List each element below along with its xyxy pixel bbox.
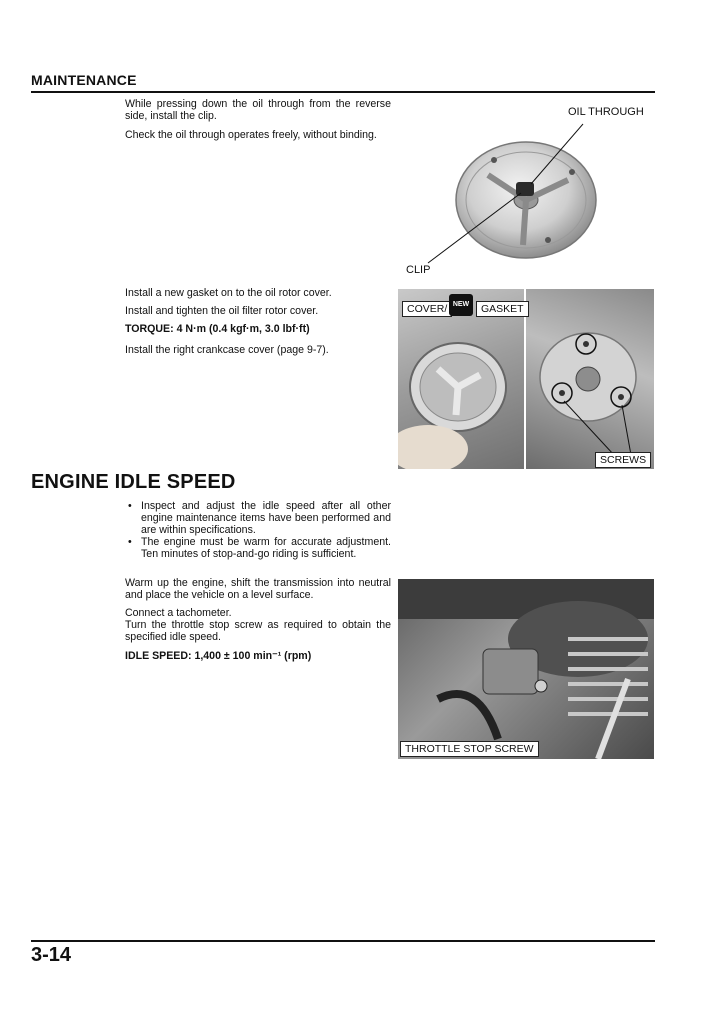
- idle-note-1: • Inspect and adjust the idle speed after all other engine maintenance items have been performed and are within specifications.: [125, 500, 391, 536]
- section-header: MAINTENANCE: [31, 72, 137, 88]
- throttle-stop-screw-label: THROTTLE STOP SCREW: [400, 741, 539, 757]
- header-rule: [31, 91, 655, 93]
- paragraph-install-clip: While pressing down the oil through from the reverse side, install the clip.: [125, 98, 391, 122]
- paragraph-install-crankcase-cover: Install the right crankcase cover (page 9-7).: [125, 344, 329, 356]
- screws-drawing: [526, 289, 654, 469]
- screws-photo: [526, 289, 654, 469]
- new-part-badge: NEW: [449, 294, 473, 316]
- idle-speed-spec: IDLE SPEED: 1,400 ± 100 min⁻¹ (rpm): [125, 650, 312, 662]
- oil-through-figure: [398, 100, 660, 280]
- carburetor-drawing: [398, 579, 654, 759]
- oil-through-label: OIL THROUGH: [568, 106, 644, 118]
- idle-note-2: • The engine must be warm for accurate adjustment. Ten minutes of stop-and-go riding is sufficient.: [125, 536, 391, 560]
- paragraph-warm-up: Warm up the engine, shift the transmission into neutral and place the vehicle on a level surface.: [125, 577, 391, 601]
- cover-label: COVER/: [402, 301, 452, 317]
- paragraph-throttle-stop: Turn the throttle stop screw as required to obtain the specified idle speed.: [125, 619, 391, 643]
- paragraph-install-gasket: Install a new gasket on to the oil rotor cover.: [125, 287, 332, 299]
- screws-label: SCREWS: [595, 452, 651, 468]
- page-number: 3-14: [31, 944, 72, 966]
- torque-spec: TORQUE: 4 N·m (0.4 kgf·m, 3.0 lbf·ft): [125, 323, 310, 335]
- gasket-label: GASKET: [476, 301, 529, 317]
- throttle-stop-screw-photo: [398, 579, 654, 759]
- paragraph-check-oil-through: Check the oil through operates freely, without binding.: [125, 129, 377, 141]
- paragraph-install-rotor-cover: Install and tighten the oil filter rotor cover.: [125, 305, 319, 317]
- engine-idle-speed-title: ENGINE IDLE SPEED: [31, 471, 236, 493]
- footer-rule: [31, 940, 655, 942]
- paragraph-tachometer: Connect a tachometer.: [125, 607, 232, 619]
- clip-label: CLIP: [406, 264, 431, 276]
- idle-notes-list: [125, 500, 391, 560]
- oil-rotor-cover-illustration: [398, 100, 660, 280]
